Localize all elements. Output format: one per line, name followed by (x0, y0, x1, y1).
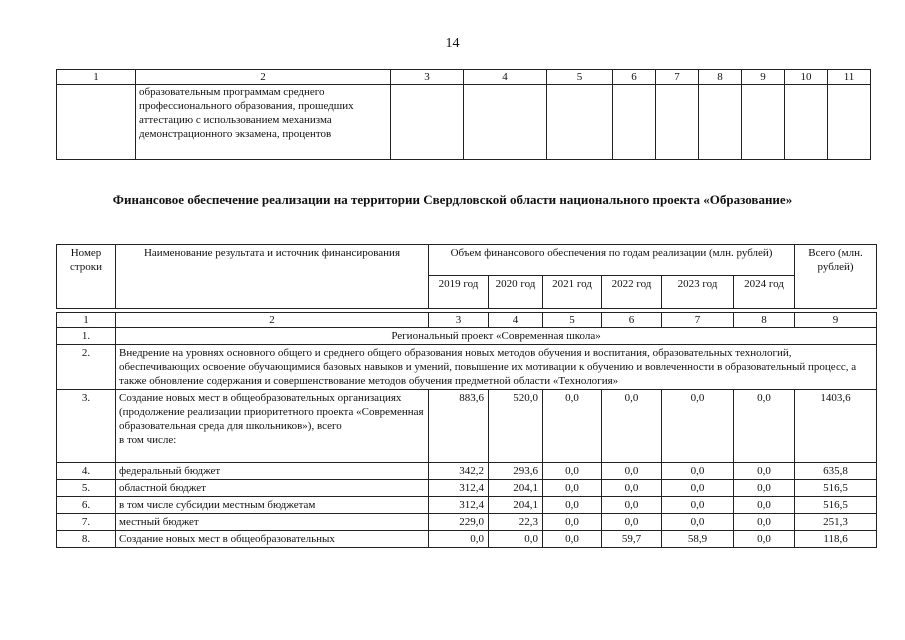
column-index: 3 (391, 70, 464, 85)
row-number: 2. (57, 345, 116, 390)
table-row (57, 480, 877, 497)
year-value: 0,0 (602, 463, 662, 480)
column-index: 5 (543, 313, 602, 328)
empty-cell (742, 85, 785, 160)
year-value: 0,0 (662, 497, 734, 514)
header-volume: Объем финансового обеспечения по годам реализации (млн. рублей) (429, 245, 795, 276)
table-row (57, 328, 877, 345)
empty-cell (464, 85, 547, 160)
column-index: 8 (734, 313, 795, 328)
row-name: федеральный бюджет (116, 463, 429, 480)
year-value: 204,1 (489, 497, 543, 514)
year-value: 0,0 (734, 497, 795, 514)
year-value: 0,0 (602, 390, 662, 463)
year-value: 0,0 (662, 514, 734, 531)
year-value: 0,0 (543, 531, 602, 548)
year-value: 342,2 (429, 463, 489, 480)
header-year: 2023 год (662, 276, 734, 309)
empty-cell (613, 85, 656, 160)
column-index: 10 (785, 70, 828, 85)
year-value: 0,0 (734, 531, 795, 548)
finance-header-row (57, 245, 877, 276)
page-number: 14 (445, 36, 460, 51)
row-number: 7. (57, 514, 116, 531)
header-row-number: Номер строки (57, 245, 116, 309)
indicator-text: образовательным программам среднего профессионального образования, прошедших аттестацию с использованием механизма демонстрационного экзамена, процентов (136, 85, 391, 160)
empty-cell (57, 85, 136, 160)
table-row (57, 463, 877, 480)
column-index: 1 (57, 313, 116, 328)
column-index: 9 (795, 313, 877, 328)
header-year: 2022 год (602, 276, 662, 309)
table-row (57, 85, 871, 160)
column-index: 5 (547, 70, 613, 85)
row-name: местный бюджет (116, 514, 429, 531)
total-value: 516,5 (795, 497, 877, 514)
year-value: 0,0 (662, 480, 734, 497)
year-value: 293,6 (489, 463, 543, 480)
header-year: 2020 год (489, 276, 543, 309)
total-value: 635,8 (795, 463, 877, 480)
column-index: 4 (489, 313, 543, 328)
total-value: 1403,6 (795, 390, 877, 463)
year-value: 312,4 (429, 480, 489, 497)
column-index: 7 (662, 313, 734, 328)
row-number: 4. (57, 463, 116, 480)
column-index: 6 (602, 313, 662, 328)
empty-cell (699, 85, 742, 160)
column-index: 11 (828, 70, 871, 85)
table-row (57, 390, 877, 463)
year-value: 204,1 (489, 480, 543, 497)
table-row (57, 514, 877, 531)
total-value: 516,5 (795, 480, 877, 497)
year-value: 0,0 (662, 463, 734, 480)
year-value: 0,0 (489, 531, 543, 548)
continued-table-header (57, 70, 871, 85)
empty-cell (547, 85, 613, 160)
project-title: Региональный проект «Современная школа» (116, 328, 877, 345)
year-value: 0,0 (662, 390, 734, 463)
year-value: 0,0 (543, 497, 602, 514)
total-value: 251,3 (795, 514, 877, 531)
year-value: 0,0 (543, 480, 602, 497)
year-value: 0,0 (602, 514, 662, 531)
column-index: 9 (742, 70, 785, 85)
empty-cell (785, 85, 828, 160)
year-value: 0,0 (602, 497, 662, 514)
year-value: 520,0 (489, 390, 543, 463)
finance-table (56, 244, 877, 548)
row-number: 5. (57, 480, 116, 497)
row-number: 8. (57, 531, 116, 548)
year-value: 58,9 (662, 531, 734, 548)
year-value: 0,0 (602, 480, 662, 497)
column-index: 6 (613, 70, 656, 85)
total-value: 118,6 (795, 531, 877, 548)
year-value: 883,6 (429, 390, 489, 463)
year-value: 0,0 (543, 463, 602, 480)
table-row (57, 345, 877, 390)
table-row (57, 497, 877, 514)
empty-cell (656, 85, 699, 160)
row-number: 1. (57, 328, 116, 345)
section-title: Финансовое обеспечение реализации на территории Свердловской области национального проекта «Образование» (112, 192, 793, 207)
row-number: 6. (57, 497, 116, 514)
year-value: 0,0 (734, 480, 795, 497)
result-description: Внедрение на уровнях основного общего и среднего общего образования новых методов обучения и воспитания, образовательных технологий, обеспечивающих освоение обучающимися базовых навыков и умений, повышение их мотивации к обучению и вовлеченности в образовательный процесс, а также обновление содержания и совершенствование методов обучения предметной области «Технология» (116, 345, 877, 390)
column-index: 7 (656, 70, 699, 85)
year-value: 0,0 (734, 390, 795, 463)
year-value: 0,0 (543, 514, 602, 531)
column-index: 3 (429, 313, 489, 328)
column-index: 4 (464, 70, 547, 85)
header-year: 2024 год (734, 276, 795, 309)
table-row (57, 531, 877, 548)
row-number: 3. (57, 390, 116, 463)
column-index: 2 (116, 313, 429, 328)
row-name: областной бюджет (116, 480, 429, 497)
year-value: 0,0 (429, 531, 489, 548)
finance-index-row (57, 313, 877, 328)
year-value: 22,3 (489, 514, 543, 531)
empty-cell (828, 85, 871, 160)
row-name: в том числе субсидии местным бюджетам (116, 497, 429, 514)
year-value: 0,0 (734, 514, 795, 531)
column-index: 2 (136, 70, 391, 85)
row-name: Создание новых мест в общеобразовательных (116, 531, 429, 548)
header-year: 2021 год (543, 276, 602, 309)
continued-table (56, 69, 871, 160)
empty-cell (391, 85, 464, 160)
year-value: 0,0 (734, 463, 795, 480)
header-year: 2019 год (429, 276, 489, 309)
column-index: 8 (699, 70, 742, 85)
year-value: 59,7 (602, 531, 662, 548)
year-value: 0,0 (543, 390, 602, 463)
year-value: 312,4 (429, 497, 489, 514)
header-name: Наименование результата и источник финансирования (116, 245, 429, 309)
row-name: Создание новых мест в общеобразовательных организациях (продолжение реализации приоритетного проекта «Современная образовательная среда для школьников»), всего в том числе: (116, 390, 429, 463)
header-total: Всего (млн. рублей) (795, 245, 877, 309)
year-value: 229,0 (429, 514, 489, 531)
column-index: 1 (57, 70, 136, 85)
